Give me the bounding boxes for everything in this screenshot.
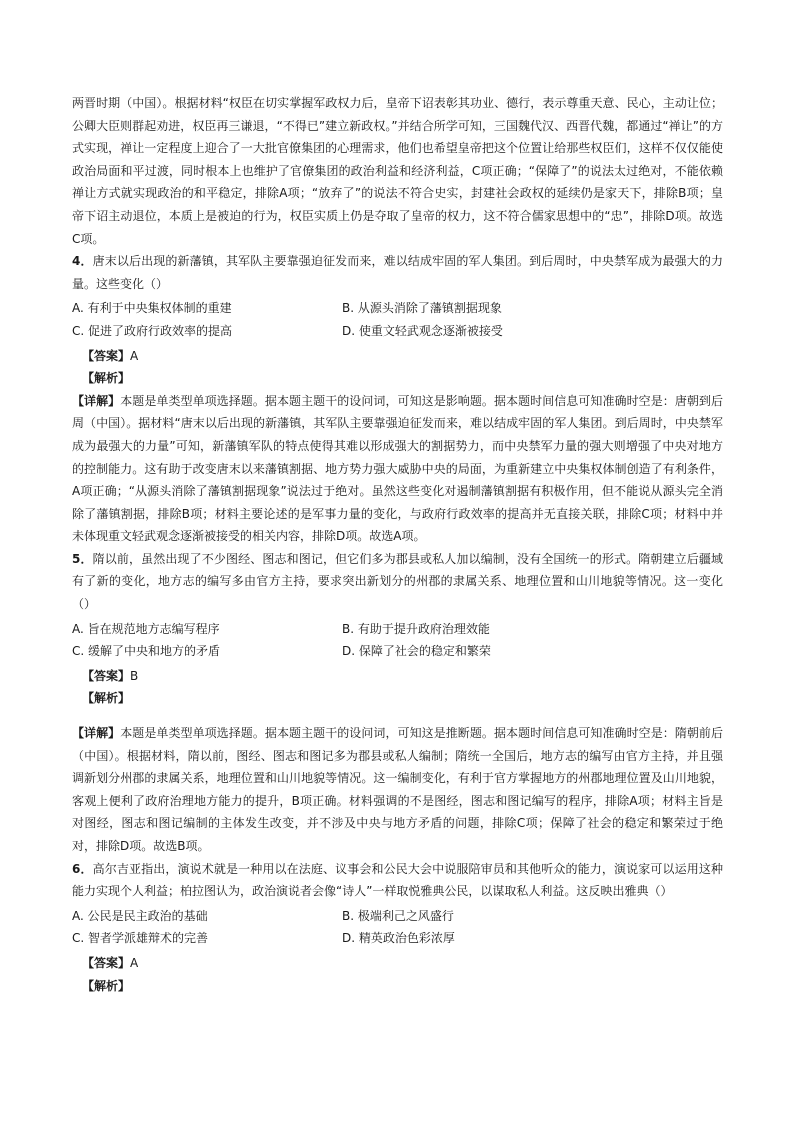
question-6 — [72, 858, 723, 998]
question-stem: 隋以前，虽然出现了不少图经、图志和图记，但它们多为郡县或私人加以编制，没有全国统一的形式。隋朝建立后疆域有了新的变化，地方志的编写多由官方主持，要求突出新划分的州郡的隶属关系、地理位置和山川地貌等情况。这一变化（） — [72, 551, 723, 612]
options — [72, 905, 723, 950]
options — [72, 618, 723, 663]
answer-tag: 【答案】 — [82, 348, 131, 363]
detail-tag: 【详解】 — [72, 726, 121, 741]
option-d: D. 保障了社会的稳定和繁荣 — [342, 644, 491, 659]
answer-value: A — [130, 348, 139, 363]
option-a: A. 旨在规范地方志编写程序 — [72, 621, 220, 636]
question-stem: 高尔吉亚指出，演说术就是一种用以在法庭、议事会和公民大会中说服陪审员和其他听众的能力，演说家可以运用这种能力实现个人利益；柏拉图认为，政治演说者会像“诗人”一样取悦雅典公民，以谋取私人利益。这反映出雅典（） — [72, 861, 723, 899]
option-b: B. 极端利己之风盛行 — [342, 908, 454, 923]
answer-line — [82, 345, 723, 368]
option-d: D. 精英政治色彩浓厚 — [342, 931, 455, 946]
explain-heading: 【解析】 — [82, 371, 131, 386]
question-stem: 唐末以后出现的新藩镇，其军队主要靠强迫征发而来，难以结成牢固的军人集团。到后周时，中央禁军成为最强大的力量。这些变化（） — [72, 254, 723, 291]
answer-line — [82, 665, 723, 688]
option-c: C. 缓解了中央和地方的矛盾 — [72, 644, 221, 659]
question-number: 6． — [72, 861, 93, 876]
answer-tag: 【答案】 — [82, 668, 131, 683]
option-c: C. 促进了政府行政效率的提高 — [72, 323, 233, 338]
question-5 — [72, 548, 723, 858]
question-4 — [72, 250, 723, 548]
answer-value: A — [130, 955, 139, 970]
previous-explanation-tail: 两晋时期（中国）。根据材料“权臣在切实掌握军政权力后，皇帝下诏表彰其功业、德行，表示尊重天意、民心，主动让位；公卿大臣则群起劝进，权臣再三谦退，“不得已”建立新政权。”并结合所学可知，三国魏代汉、西晋代魏，都通过“禅让”的方式实现，禅让一定程度上迎合了一大批官僚集团的心理需求，他们也希望皇帝把这个位置让给那些权臣们，这样不仅仅能使政治局面和平过渡，同时根本上也维护了官僚集团的政治利益和经济利益，C项正确；“保障了”的说法太过绝对，不能依赖禅让方式就实现政治的和平稳定，排除A项；“放弃了”的说法不符合史实，封建社会政权的延续仍是家天下，排除B项；皇帝下诏主动退位，本质上是被迫的行为，权臣实质上仍是夺取了皇帝的权力，这不符合儒家思想中的“忠”，排除D项。故选C项。 — [72, 96, 723, 246]
option-d: D. 使重文轻武观念逐渐被接受 — [342, 323, 503, 338]
answer-line — [82, 952, 723, 975]
options — [72, 297, 723, 342]
option-b: B. 从源头消除了藩镇割据现象 — [342, 301, 502, 316]
answer-value: B — [130, 668, 139, 683]
explain-heading: 【解析】 — [82, 978, 131, 993]
page-content — [72, 92, 723, 997]
option-a: A. 公民是民主政治的基础 — [72, 908, 208, 923]
question-number: 5． — [72, 551, 93, 566]
question-number: 4． — [72, 254, 93, 269]
detail-text: 【详解】本题是单类型单项选择题。据本题主题干的设问词，可知这是推断题。据本题时间信息可知准确时空是：隋朝前后（中国）。根据材料，隋以前，图经、图志和图记多为郡县或私人编制；隋统一全国后，地方志的编写由官方主持，并且强调新划分州郡的隶属关系，地理位置和山川地貌等情况。这一编制变化，有利于官方掌握地方的州郡地理位置及山川地貌，客观上便利了政府治理地方能力的提升，B项正确。材料强调的不是图经，图志和图记编写的程序，排除A项；材料主旨是对图经，图志和图记编制的主体发生改变，并不涉及中央与地方矛盾的问题，排除C项；保障了社会的稳定和繁荣过于绝对，排除D项。故选B项。 — [72, 726, 723, 853]
detail-text: 【详解】本题是单类型单项选择题。据本题主题干的设问词，可知这是影响题。据本题时间信息可知准确时空是：唐朝到后周（中国）。据材料“唐末以后出现的新藩镇，其军队主要靠强迫征发而来，难以结成牢固的军人集团。到后周时，中央禁军成为最强大的力量”可知，新藩镇军队的特点使得其难以形成强大的割据势力，而中央禁军力量的强大则增强了中央对地方的控制能力。这有助于改变唐末以来藩镇割据、地方势力强大威胁中央的局面，为重新建立中央集权体制创造了有利条件，A项正确；“从源头消除了藩镇割据现象”说法过于绝对。虽然这些变化对遏制藩镇割据有积极作用，但不能说从源头完全消除了藩镇割据，排除B项；材料主要论述的是军事力量的变化，与政府行政效率的提高并无直接关联，排除C项；材料中并未体现重文轻武观念逐渐被接受的相关内容，排除D项。故选A项。 — [72, 393, 723, 544]
answer-tag: 【答案】 — [82, 955, 131, 970]
detail-tag: 【详解】 — [72, 393, 121, 408]
option-a: A. 有利于中央集权体制的重建 — [72, 301, 232, 316]
option-c: C. 智者学派雄辩术的完善 — [72, 931, 209, 946]
option-b: B. 有助于提升政府治理效能 — [342, 621, 490, 636]
explain-heading: 【解析】 — [82, 691, 131, 706]
